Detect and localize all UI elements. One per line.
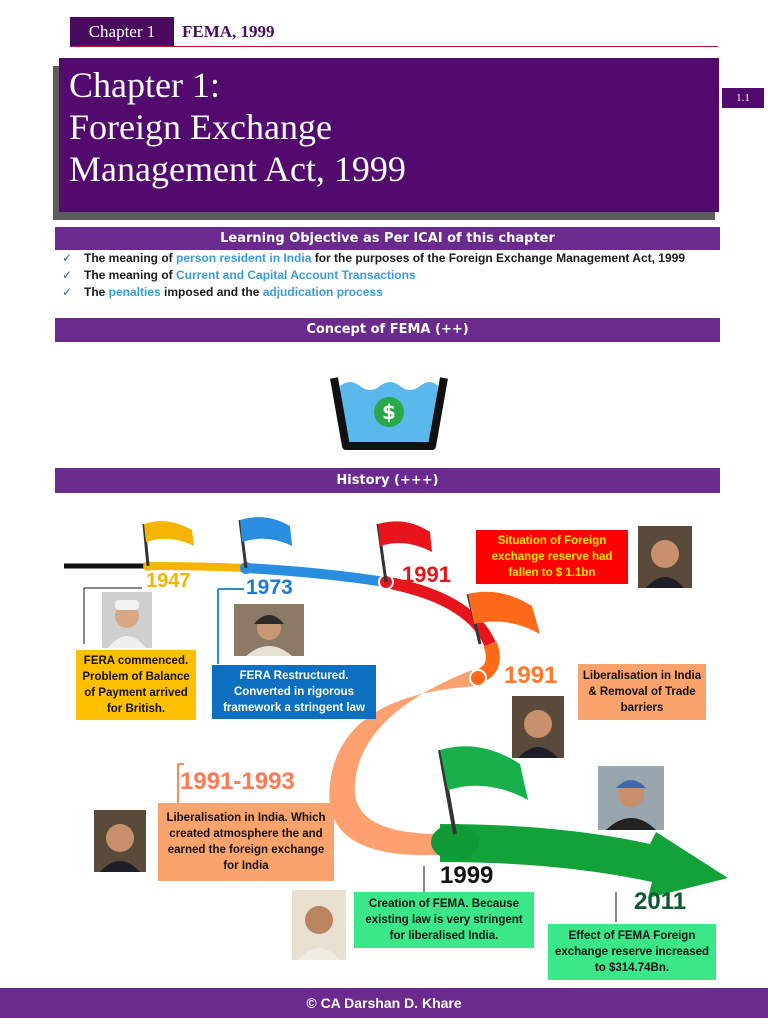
header-act-label: FEMA, 1999 <box>182 22 275 41</box>
objective-item: ✓ The meaning of person resident in India for the purposes of the Foreign Exchange Management Act, 1999 <box>62 251 686 265</box>
footer-copyright: © CA Darshan D. Khare <box>0 988 768 1018</box>
title-line-1: Chapter 1: <box>69 65 220 105</box>
year-1991-b: 1991 <box>504 662 558 689</box>
year-1973: 1973 <box>246 576 293 599</box>
portrait-photo <box>234 604 304 656</box>
objective-item: ✓ The meaning of Current and Capital Account Transactions <box>62 268 416 282</box>
check-icon: ✓ <box>62 268 73 282</box>
portrait-photo <box>102 592 152 648</box>
year-1991-1993: 1991-1993 <box>180 768 295 795</box>
dollar-bucket-icon <box>330 372 448 452</box>
portrait-photo <box>94 810 146 872</box>
flag-1973-icon <box>240 517 292 568</box>
portrait-photo <box>598 766 664 830</box>
objectives-heading: Learning Objective as Per ICAI of this chapter <box>55 227 720 250</box>
portrait-photo <box>638 526 692 588</box>
check-icon: ✓ <box>62 285 73 299</box>
note-1991-liberalisation: Liberalisation in India & Removal of Trade barriers <box>578 664 706 720</box>
title-line-2: Foreign Exchange <box>69 107 332 147</box>
page-title <box>69 64 709 190</box>
year-1999: 1999 <box>440 862 494 889</box>
flag-1999-icon <box>440 746 528 834</box>
history-heading: History (+++) <box>55 468 720 493</box>
objective-item: ✓ The penalties imposed and the adjudication process <box>62 285 383 299</box>
page-number: 1.1 <box>722 88 764 108</box>
year-2011: 2011 <box>634 888 687 915</box>
year-1991-a: 1991 <box>402 562 451 587</box>
portrait-photo <box>292 890 346 960</box>
title-line-3: Management Act, 1999 <box>69 149 406 189</box>
note-1999: Creation of FEMA. Because existing law is very stringent for liberalised India. <box>354 892 534 948</box>
note-2011: Effect of FEMA Foreign exchange reserve increased to $314.74Bn. <box>548 924 716 980</box>
flag-1991-orange-icon <box>468 592 540 644</box>
check-icon: ✓ <box>62 251 73 265</box>
note-1991-1993: Liberalisation in India. Which created atmosphere the and earned the foreign exchange for India <box>158 803 334 881</box>
flag-1947-icon <box>144 521 194 566</box>
svg-text:$: $ <box>382 400 396 424</box>
header-chapter-label: Chapter 1 <box>70 17 174 47</box>
header-rule <box>70 46 718 47</box>
portrait-photo <box>512 696 564 758</box>
note-1947: FERA commenced. Problem of Balance of Payment arrived for British. <box>76 650 196 720</box>
note-1991-reserve: Situation of Foreign exchange reserve had fallen to $ 1.1bn <box>476 530 628 584</box>
note-1973: FERA Restructured. Converted in rigorous framework a stringent law <box>212 665 376 719</box>
year-1947: 1947 <box>146 570 191 592</box>
concept-heading: Concept of FEMA (++) <box>55 318 720 342</box>
